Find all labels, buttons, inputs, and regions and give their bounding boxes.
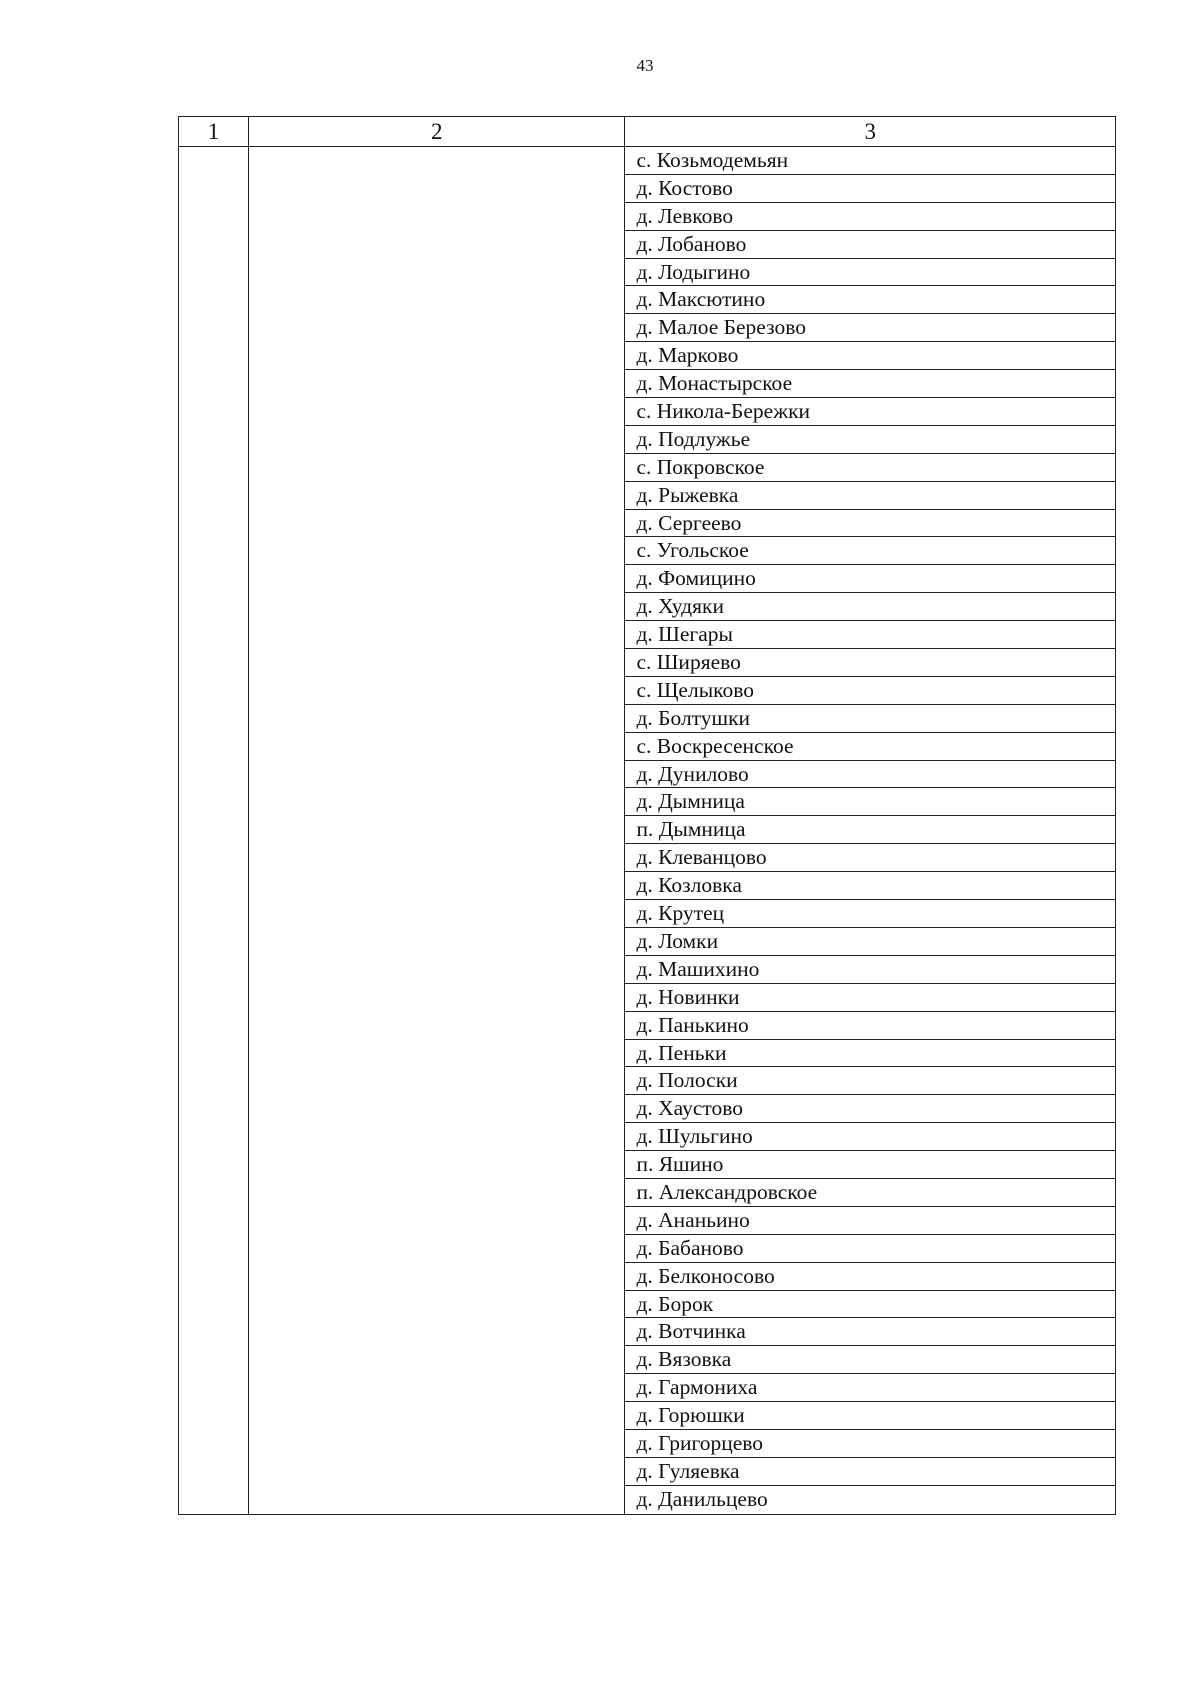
- settlement-item: д. Крутец: [625, 900, 1115, 928]
- settlement-item: д. Худяки: [625, 593, 1115, 621]
- settlement-item: с. Покровское: [625, 454, 1115, 482]
- settlement-item: д. Костово: [625, 175, 1115, 203]
- settlement-item: д. Вязовка: [625, 1346, 1115, 1374]
- column-3-cell: [625, 147, 1116, 1515]
- settlement-item: д. Сергеево: [625, 510, 1115, 538]
- page-number: 43: [636, 56, 654, 75]
- settlement-item: д. Дунилово: [625, 761, 1115, 789]
- settlement-item: с. Воскресенское: [625, 733, 1115, 761]
- settlement-item: д. Болтушки: [625, 705, 1115, 733]
- settlement-item: д. Дымница: [625, 788, 1115, 816]
- settlement-item: д. Пеньки: [625, 1040, 1115, 1068]
- settlement-item: п. Александровское: [625, 1179, 1115, 1207]
- settlement-item: д. Фомицино: [625, 565, 1115, 593]
- table-body-row: [179, 147, 1116, 1515]
- settlement-item: д. Панькино: [625, 1012, 1115, 1040]
- settlement-item: д. Ломки: [625, 928, 1115, 956]
- settlement-item: д. Шегары: [625, 621, 1115, 649]
- settlement-item: д. Вотчинка: [625, 1318, 1115, 1346]
- column-header-2: 2: [249, 117, 625, 147]
- settlement-item: д. Подлужье: [625, 426, 1115, 454]
- settlement-item: д. Григорцево: [625, 1430, 1115, 1458]
- settlement-item: д. Ананьино: [625, 1207, 1115, 1235]
- settlement-item: д. Гуляевка: [625, 1458, 1115, 1486]
- settlement-item: п. Дымница: [625, 816, 1115, 844]
- table-header-row: [179, 117, 1116, 147]
- settlement-item: с. Угольское: [625, 537, 1115, 565]
- settlement-item: д. Лодыгино: [625, 259, 1115, 287]
- settlement-item: д. Козловка: [625, 872, 1115, 900]
- settlement-item: д. Марково: [625, 342, 1115, 370]
- settlement-item: д. Гармониха: [625, 1374, 1115, 1402]
- settlement-item: д. Машихино: [625, 956, 1115, 984]
- column-header-1: 1: [179, 117, 249, 147]
- settlement-item: с. Ширяево: [625, 649, 1115, 677]
- settlement-item: д. Максютино: [625, 286, 1115, 314]
- settlement-item: д. Клеванцово: [625, 844, 1115, 872]
- settlement-item: д. Рыжевка: [625, 482, 1115, 510]
- settlement-item: д. Малое Березово: [625, 314, 1115, 342]
- column-2-cell: [249, 147, 625, 1515]
- settlements-table: [178, 116, 1116, 1515]
- settlement-item: д. Монастырское: [625, 370, 1115, 398]
- column-header-3: 3: [625, 117, 1116, 147]
- settlement-item: д. Лобаново: [625, 231, 1115, 259]
- settlement-item: д. Горюшки: [625, 1402, 1115, 1430]
- settlement-item: д. Новинки: [625, 984, 1115, 1012]
- settlement-item: с. Никола-Бережки: [625, 398, 1115, 426]
- settlement-item: д. Шульгино: [625, 1123, 1115, 1151]
- settlement-item: п. Яшино: [625, 1151, 1115, 1179]
- settlement-item: д. Борок: [625, 1291, 1115, 1319]
- settlement-item: д. Хаустово: [625, 1095, 1115, 1123]
- settlement-item: д. Левково: [625, 203, 1115, 231]
- settlement-item: с. Щелыково: [625, 677, 1115, 705]
- column-1-cell: [179, 147, 249, 1515]
- settlement-list: [625, 147, 1115, 1514]
- settlement-item: д. Полоски: [625, 1067, 1115, 1095]
- settlement-item: с. Козьмодемьян: [625, 147, 1115, 175]
- settlement-item: д. Бабаново: [625, 1235, 1115, 1263]
- settlement-item: д. Данильцево: [636, 1486, 768, 1511]
- settlement-item: д. Белконосово: [625, 1263, 1115, 1291]
